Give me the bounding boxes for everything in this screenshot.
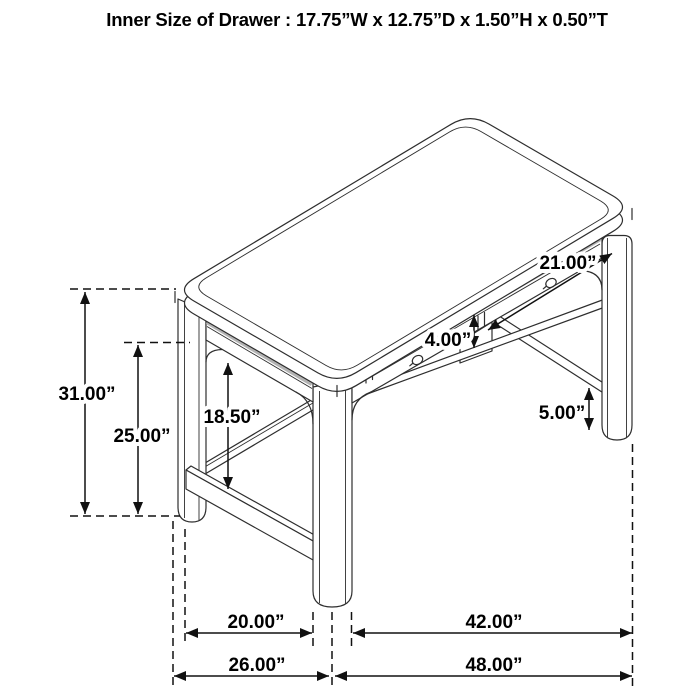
label-side-inner: 20.00” bbox=[227, 612, 285, 633]
label-overall-depth: 26.00” bbox=[228, 655, 286, 676]
desk-drawing bbox=[175, 119, 632, 607]
label-apron-rail: 4.00” bbox=[424, 330, 472, 351]
label-right-section: 21.00” bbox=[539, 253, 597, 274]
label-overall-width: 48.00” bbox=[465, 655, 523, 676]
label-apron-to-stretcher: 18.50” bbox=[203, 407, 261, 428]
label-floor-to-apron: 25.00” bbox=[113, 426, 171, 447]
desk-side-stretcher bbox=[186, 466, 327, 565]
label-stretcher-floor: 5.00” bbox=[538, 403, 586, 424]
desk-front-leg bbox=[313, 379, 352, 607]
desk-right-leg bbox=[602, 236, 632, 441]
diagram-title: Inner Size of Drawer : 17.75”W x 12.75”D x 1.50”H x 0.50”T bbox=[106, 9, 608, 30]
label-overall-height: 31.00” bbox=[58, 384, 116, 405]
label-front-inner: 42.00” bbox=[465, 612, 523, 633]
